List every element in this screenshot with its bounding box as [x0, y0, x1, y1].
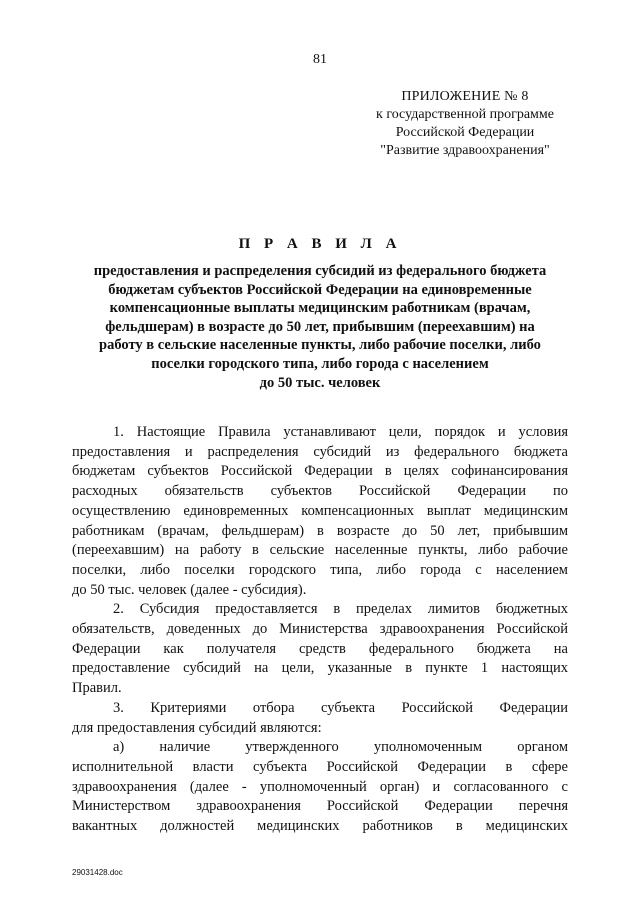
paragraph-3a-line: Министерством здравоохранения Российской Федерации перечня [72, 798, 568, 815]
paragraph-2-line: 2. Субсидия предоставляется в пределах лимитов бюджетных [113, 601, 568, 618]
paragraph-3a-line: а) наличие утвержденного уполномоченным органом [113, 739, 568, 756]
paragraph-3-line: 3. Критериями отбора субъекта Российской Федерации [113, 699, 568, 716]
subtitle-line: до 50 тыс. человек [259, 374, 381, 391]
paragraph-2-line: Правил. [72, 680, 122, 697]
annex-line: к государственной программе [376, 107, 554, 122]
paragraph-3a-line: здравоохранения (далее - уполномоченный орган) и согласованного с [72, 778, 568, 795]
subtitle-line: бюджетам субъектов Российской Федерации на единовременные [108, 281, 532, 298]
subtitle-line: поселки городского типа, либо города с населением [151, 355, 489, 372]
paragraph-2-line: обязательств, доведенных до Министерства здравоохранения Российской [72, 621, 568, 638]
paragraph-2-line: Федерации как получателя средств федерального бюджета на [72, 640, 568, 657]
document-title: П Р А В И Л А [238, 236, 402, 252]
subtitle-line: компенсационные выплаты медицинским работникам (врачам, [109, 300, 531, 317]
file-name-footer: 29031428.doc [72, 868, 123, 877]
document-subtitle [70, 262, 570, 392]
document-body [72, 423, 568, 837]
paragraph-2-line: предоставление субсидий на цели, указанные в пункте 1 настоящих [72, 660, 568, 677]
paragraph-1-line: (переехавшим) на работу в сельские населенные пункты, либо рабочие [72, 542, 568, 559]
paragraph-1-line: осуществлению единовременных компенсационных выплат медицинским [72, 502, 568, 519]
annex-title: ПРИЛОЖЕНИЕ № 8 [401, 89, 529, 104]
subtitle-line: работу в сельские населенные пункты, либо рабочие поселки, либо [99, 337, 541, 354]
subtitle-line: фельдшерам) в возрасте до 50 лет, прибывшим (переехавшим) на [105, 318, 535, 335]
paragraph-1-line: до 50 тыс. человек (далее - субсидия). [72, 581, 307, 598]
paragraph-1-line: предоставления и распределения субсидий из федерального бюджета [72, 443, 568, 460]
subtitle-line: предоставления и распределения субсидий из федерального бюджета [93, 263, 547, 279]
annex-block [340, 88, 590, 160]
paragraph-1-line: расходных обязательств субъектов Российской Федерации по [72, 483, 568, 500]
paragraph-1-line: работникам (врачам, фельдшерам) в возрасте до 50 лет, прибывшим [72, 522, 568, 539]
paragraph-1-line: бюджетам субъектов Российской Федерации в целях софинансирования [72, 463, 568, 480]
paragraph-3-line: для предоставления субсидий являются: [72, 719, 322, 736]
paragraph-3a-line: вакантных должностей медицинских работников в медицинских [72, 818, 568, 835]
paragraph-3a-line: исполнительной власти субъекта Российской Федерации в сфере [72, 758, 568, 775]
annex-line: Российской Федерации [395, 125, 535, 140]
page-number: 81 [313, 52, 327, 67]
paragraph-1-line: 1. Настоящие Правила устанавливают цели, порядок и условия [113, 424, 568, 440]
paragraph-1-line: поселки, либо поселки городского типа, либо города с населением [72, 561, 568, 578]
annex-line: "Развитие здравоохранения" [380, 143, 550, 158]
